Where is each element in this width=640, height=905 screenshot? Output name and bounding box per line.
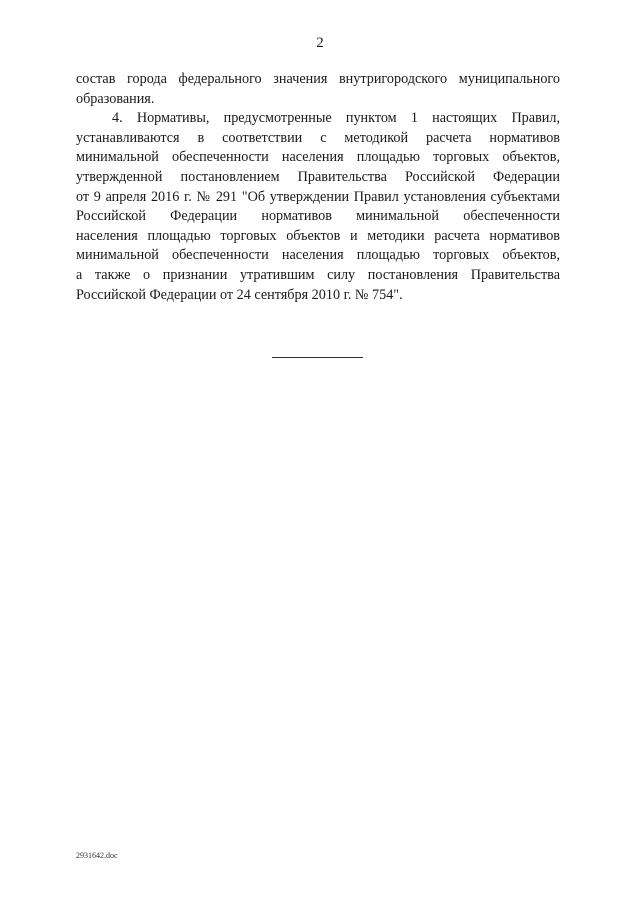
- text-line: образования.: [76, 90, 155, 107]
- text-line: от 9 апреля 2016 г. № 291 "Об утверждении Правил установления субъектами: [76, 188, 560, 205]
- text-line: состав города федерального значения внутригородского муниципального: [76, 71, 560, 87]
- text-line: минимальной обеспеченности населения площадью торговых объектов,: [76, 149, 560, 166]
- page-number: 2: [316, 35, 324, 51]
- footer-filename: 2931642.doc: [76, 851, 118, 860]
- paragraph-1: [76, 70, 560, 109]
- paragraph-2: [76, 109, 560, 305]
- text-line: 4. Нормативы, предусмотренные пунктом 1 настоящих Правил,: [112, 110, 560, 127]
- text-line: минимальной обеспеченности населения площадью торговых объектов,: [76, 247, 560, 264]
- text-line: населения площадью торговых объектов и методики расчета нормативов: [76, 227, 560, 244]
- text-line: Российской Федерации от 24 сентября 2010 г. № 754".: [76, 286, 403, 303]
- text-line: устанавливаются в соответствии с методикой расчета нормативов: [76, 129, 560, 146]
- text-line: а также о признании утратившим силу постановления Правительства: [76, 266, 560, 283]
- text-line: утвержденной постановлением Правительства Российской Федерации: [76, 168, 560, 185]
- end-divider-line: [272, 357, 363, 358]
- text-line: Российской Федерации нормативов минимальной обеспеченности: [76, 208, 560, 225]
- document-body: [76, 70, 560, 305]
